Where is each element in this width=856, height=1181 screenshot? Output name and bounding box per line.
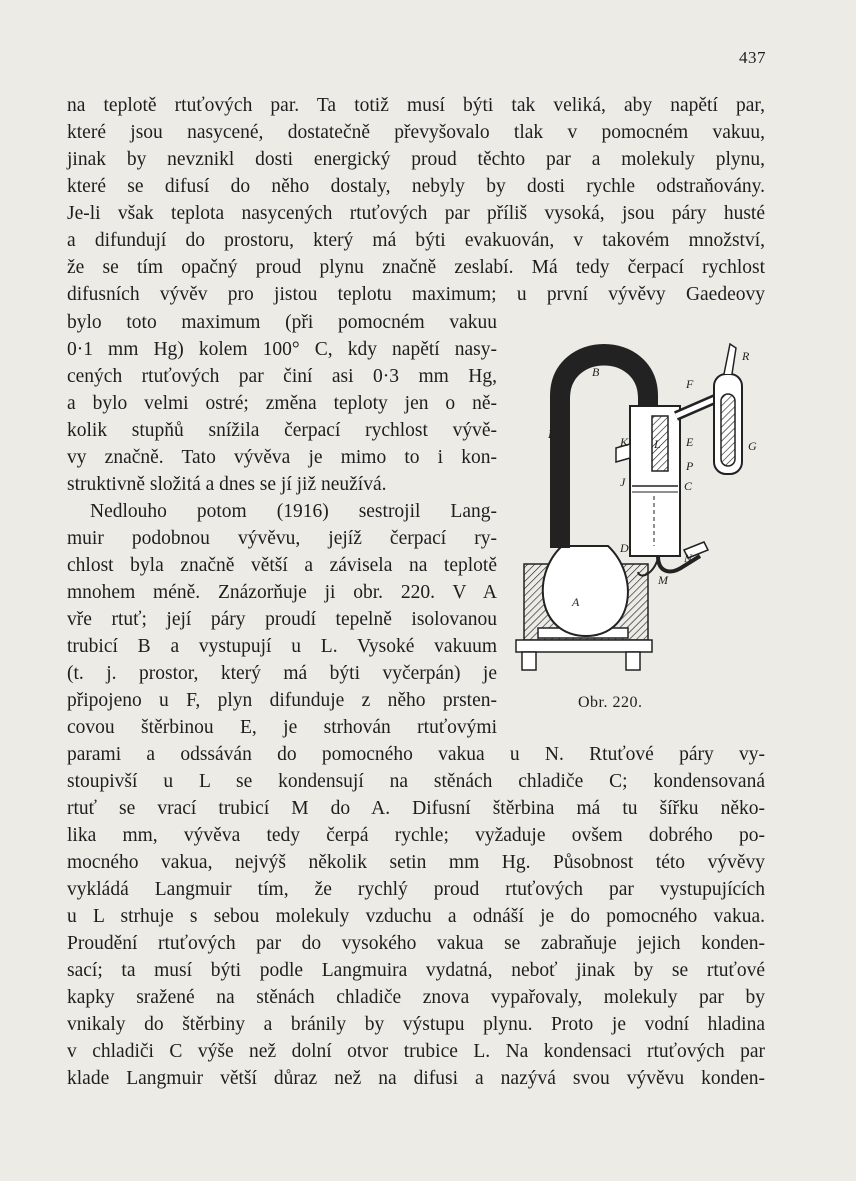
text-line: bylo toto maximum (při pomocném vakuu	[67, 312, 497, 333]
text-line: vnikaly do štěrbiny a bránily by výstupu plynu. Proto je vodní hladina	[67, 1014, 765, 1035]
label-M: M	[658, 573, 668, 587]
label-E: E	[686, 435, 694, 449]
text-line: které jsou nasycené, dostatečně převyšovalo tlak v pomocném vakuu,	[67, 122, 765, 143]
label-D: D	[620, 541, 629, 555]
label-N: N	[684, 551, 693, 565]
text-line: na teplotě rtuťových par. Ta totiž musí býti tak veliká, aby napětí par,	[67, 95, 765, 116]
label-B: B	[592, 365, 600, 379]
text-line: že se tím opačný proud plynu značně zeslabí. Má tedy čerpací rychlost	[67, 257, 765, 278]
text-line: vy značně. Tato vývěva je mimo to i kon-	[67, 447, 497, 468]
text-line: jinak by nevznikl dosti energický proud těchto par a molekuly plynu,	[67, 149, 765, 170]
text-line: muir podobnou vývěvu, jejíž čerpací ry-	[67, 528, 497, 549]
text-line: klade Langmuir větší důraz než na difusi a nazývá svou vývěvu konden-	[67, 1068, 765, 1089]
text-line: vykládá Langmuir tím, že rychlý proud rtuťových par vystupujících	[67, 879, 765, 900]
text-line: rtuť se vrací trubicí M do A. Difusní štěrbina má tu šířku něko-	[67, 798, 765, 819]
text-line: chlost byla značně větší a závisela na teplotě	[67, 555, 497, 576]
text-line: covou štěrbinou E, je strhován rtuťovými	[67, 717, 497, 738]
label-K: K	[620, 435, 629, 449]
text-line: parami a odssáván do pomocného vakua u N. Rtuťové páry vy-	[67, 744, 765, 765]
text-line: mocného vakua, nejvýš několik setin mm Hg. Působnost této vývěvy	[67, 852, 765, 873]
text-line: stoupivší u L se kondensují na stěnách chladiče C; kondensovaná	[67, 771, 765, 792]
label-H: H	[548, 427, 557, 441]
text-line: trubicí B a vystupují u L. Vysoké vakuum	[67, 636, 497, 657]
label-R: R	[742, 349, 750, 363]
label-A: A	[572, 595, 580, 609]
text-line: v chladiči C výše než dolní otvor trubice L. Na kondensaci rtuťových par	[67, 1041, 765, 1062]
label-J: J	[620, 475, 626, 489]
pump-diagram	[508, 336, 770, 694]
text-line: kolik stupňů snížila čerpací rychlost vývě-	[67, 420, 497, 441]
text-line: difusních vývěv pro jistou teplotu maximum; u první vývěvy Gaedeovy	[67, 284, 765, 305]
figure-caption: Obr. 220.	[578, 694, 643, 711]
label-C: C	[684, 479, 693, 493]
text-line: Je-li však teplota nasycených rtuťových par příliš vysoká, jsou páry husté	[67, 203, 765, 224]
text-line: a difundují do prostoru, který má býti evakuován, v takovém množství,	[67, 230, 765, 251]
text-line: Proudění rtuťových par do vysokého vakua se zabraňuje jejich konden-	[67, 933, 765, 954]
label-P: P	[686, 459, 694, 473]
label-G: G	[748, 439, 757, 453]
label-L: L	[654, 437, 661, 451]
text-line: 0·1 mm Hg) kolem 100° C, kdy napětí nasy-	[67, 339, 497, 360]
text-line: lika mm, vývěva tedy čerpá rychle; vyžaduje ovšem dobrého po-	[67, 825, 765, 846]
text-line: kapky sražené na stěnách chladiče znova vypařovaly, molekuly par by	[67, 987, 765, 1008]
text-line: (t. j. prostor, který má býti vyčerpán) je	[67, 663, 497, 684]
label-F: F	[686, 377, 694, 391]
text-line: Nedlouho potom (1916) sestrojil Lang-	[90, 501, 497, 522]
text-line: u L strhuje s sebou molekuly vzduchu a odnáší je do pomocného vakua.	[67, 906, 765, 927]
text-line: a bylo velmi ostré; změna teploty jen o ně-	[67, 393, 497, 414]
text-line: struktivně složitá a dnes se jí již neužívá.	[67, 474, 387, 495]
text-line: sací; ta musí býti podle Langmuira vydatná, neboť jinak by se rtuťové	[67, 960, 765, 981]
text-line: připojeno u F, plyn difunduje z něho prsten-	[67, 690, 497, 711]
text-line: mnohem méně. Znázorňuje ji obr. 220. V A	[67, 582, 497, 603]
text-line: vře rtuť; její páry proudí tepelně isolovanou	[67, 609, 497, 630]
page-number: 437	[739, 48, 766, 67]
text-line: cených rtuťových par činí asi 0·3 mm Hg,	[67, 366, 497, 387]
text-line: které se difusí do něho dostaly, nebyly by dosti rychle odstraňovány.	[67, 176, 765, 197]
